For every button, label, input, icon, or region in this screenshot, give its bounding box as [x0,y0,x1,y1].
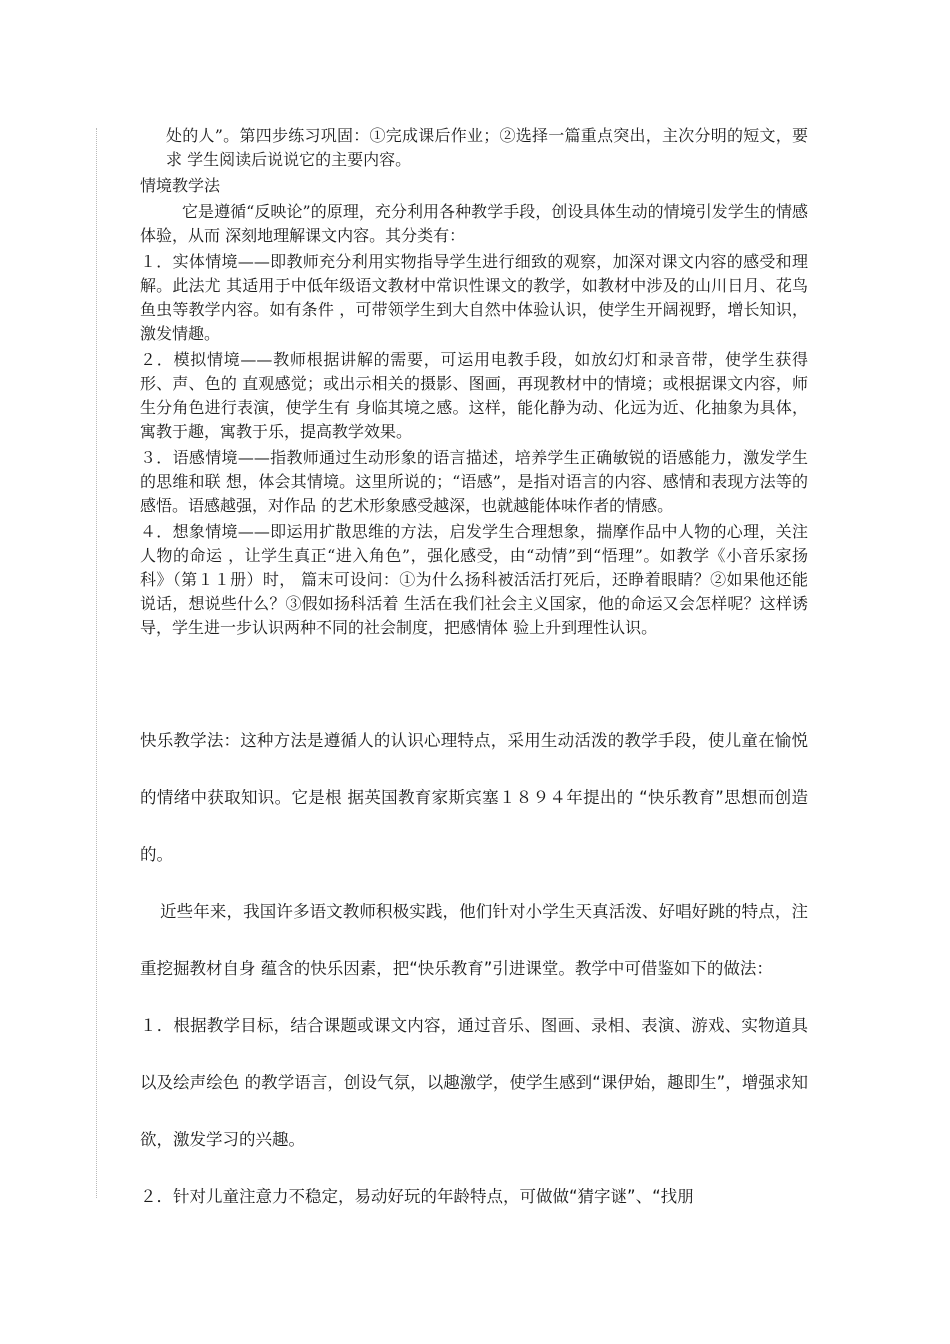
list-item: １．根据教学目标，结合课题或课文内容，通过音乐、图画、录相、表演、游戏、实物道具以及绘声绘色 的教学语言，创设气氛，以趣激学，使学生感到“课伊始，趣即生”，增强求知欲，激发学习的兴趣。 [140,1016,808,1149]
paragraph-intro: 它是遵循“反映论”的原理，充分利用各种教学手段，创设具体生动的情境引发学生的情感体验，从而 深刻地理解课文内容。其分类有： [140,202,808,245]
document-section-situational [140,124,808,640]
list-item: ２．模拟情境——教师根据讲解的需要，可运用电教手段，如放幻灯和录音带，使学生获得形、声、色的 直观感觉；或出示相关的摄影、图画，再现教材中的情境；或根据课文内容，师生分角色进行表演，使学生有 身临其境之感。这样，能化静为动、化远为近、化抽象为具体，寓教于趣，寓教于乐，提高教学效果。 [140,350,808,441]
list-item: ４．想象情境——即运用扩散思维的方法，启发学生合理想象，揣摩作品中人物的心理，关注人物的命运 ，让学生真正“进入角色”，强化感受，由“动情”到“悟理”。如教学《小音乐家扬科》（第１１册）时， 篇末可设问：①为什么扬科被活活打死后，还睁着眼睛？②如果他还能说话，想说些什么？③假如扬科活着 生活在我们社会主义国家，他的命运又会怎样呢？这样诱导，学生进一步认识两种不同的社会制度，把感情体 验上升到理性认识。 [140,522,808,637]
paragraph-recent-years: 近些年来，我国许多语文教师积极实践，他们针对小学生天真活泼、好唱好跳的特点，注重挖掘教材自身 蕴含的快乐因素，把“快乐教育”引进课堂。教学中可借鉴如下的做法： [140,902,808,978]
paragraph-happy-intro: 快乐教学法：这种方法是遵循人的认识心理特点，采用生动活泼的教学手段，使儿童在愉悦的情绪中获取知识。它是根 据英国教育家斯宾塞１８９４年提出的 “快乐教育”思想而创造的。 [140,731,808,864]
section-heading: 情境教学法 [140,176,221,195]
margin-rule [96,128,97,1198]
list-item: １．实体情境——即教师充分利用实物指导学生进行细致的观察，加深对课文内容的感受和理解。此法尤 其适用于中低年级语文教材中常识性课文的教学，如教材中涉及的山川日月、花鸟鱼虫等教学内容。如有条件 ，可带领学生到大自然中体验认识，使学生开阔视野，增长知识，激发情趣。 [140,252,808,343]
paragraph-continuation: 处的人”。第四步练习巩固：①完成课后作业；②选择一篇重点突出，主次分明的短文，要求 学生阅读后说说它的主要内容。 [166,126,808,169]
document-section-happy [140,712,808,1225]
list-item: ３．语感情境——指教师通过生动形象的语言描述，培养学生正确敏锐的语感能力，激发学生的思维和联 想，体会其情境。这里所说的；“语感”，是指对语言的内容、感情和表现方法等的感悟。语感越强，对作品 的艺术形象感受越深，也就越能体味作者的情感。 [140,448,808,515]
list-item: ２．针对儿童注意力不稳定，易动好玩的年龄特点，可做做“猜字谜”、“找朋 [140,1187,694,1206]
